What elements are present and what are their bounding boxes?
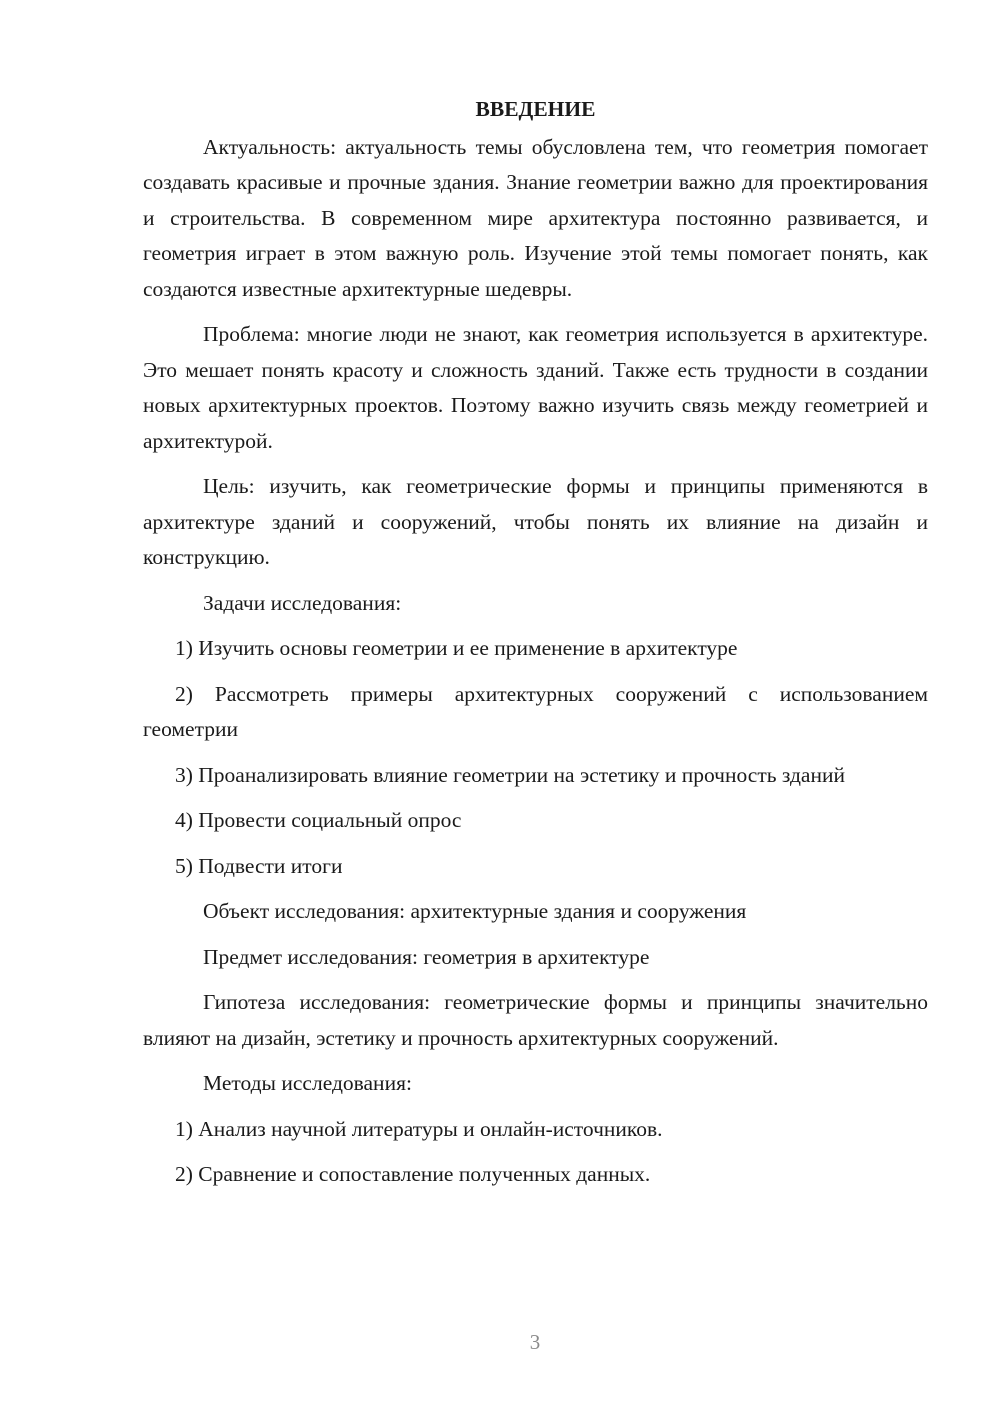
paragraph-object: Объект исследования: архитектурные здания и сооружения: [203, 899, 747, 923]
paragraph-subject: Предмет исследования: геометрия в архитектуре: [203, 944, 650, 969]
method-item-2: 2) Сравнение и сопоставление полученных данных.: [175, 1162, 651, 1186]
task-item-5: 5) Подвести итоги: [175, 853, 343, 878]
page-content: [143, 92, 928, 1203]
method-item-1: 1) Анализ научной литературы и онлайн-источников.: [175, 1116, 663, 1141]
methods-heading: Методы исследования:: [203, 1071, 412, 1095]
paragraph-hypothesis: Гипотеза исследования: геометрические формы и принципы значительно влияют на дизайн, эстетику и прочность архитектурных сооружений.: [143, 990, 928, 1050]
tasks-heading: Задачи исследования:: [203, 590, 402, 615]
task-item-2: 2) Рассмотреть примеры архитектурных сооружений с использованием геометрии: [143, 681, 928, 741]
task-item-4: 4) Провести социальный опрос: [175, 808, 462, 832]
page-number: 3: [529, 1330, 541, 1354]
paragraph-goal: Цель: изучить, как геометрические формы и принципы применяются в архитектуре зданий и сооружений, чтобы понять их влияние на дизайн и конструкцию.: [143, 474, 928, 569]
paragraph-relevance: Актуальность: актуальность темы обусловлена тем, что геометрия помогает создавать красивые и прочные здания. Знание геометрии важно для проектирования и строительства. В современном мире архитектура постоянно развивается, и геометрия играет в этом важную роль. Изучение этой темы помогает понять, как создаются известные архитектурные шедевры.: [143, 134, 928, 301]
page-title: ВВЕДЕНИЕ: [475, 97, 596, 121]
task-item-3: 3) Проанализировать влияние геометрии на эстетику и прочность зданий: [175, 762, 845, 787]
paragraph-problem: Проблема: многие люди не знают, как геометрия используется в архитектуре. Это мешает понять красоту и сложность зданий. Также есть трудности в создании новых архитектурных проектов. Поэтому важно изучить связь между геометрией и архитектурой.: [143, 322, 928, 453]
task-item-1: 1) Изучить основы геометрии и ее применение в архитектуре: [175, 636, 738, 660]
